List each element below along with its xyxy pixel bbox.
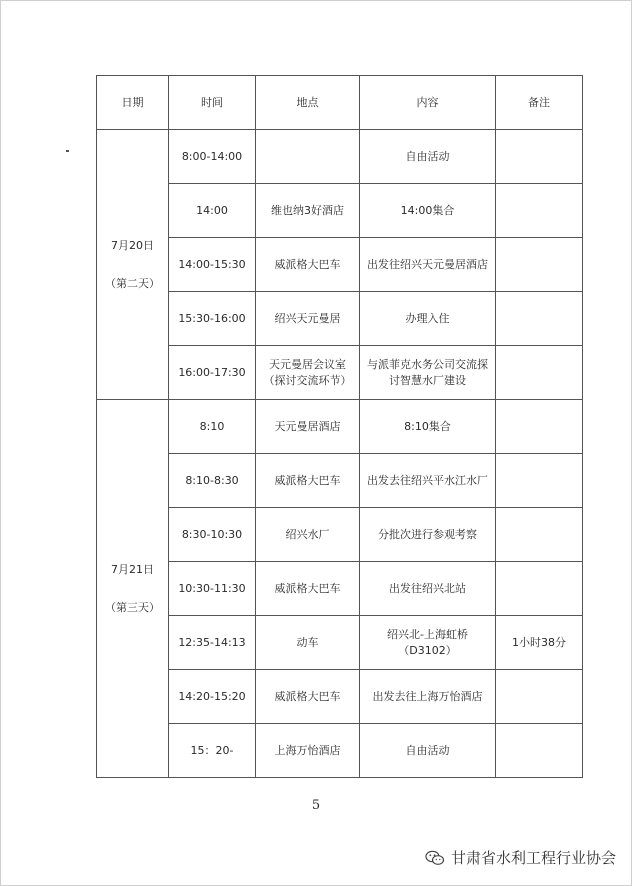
content-cell: 出发去往上海万怡酒店 [360, 670, 496, 724]
note-cell [496, 346, 583, 400]
note-cell [496, 130, 583, 184]
place-cell: 天元曼居会议室（探讨交流环节） [256, 346, 360, 400]
time-cell: 16:00-17:30 [169, 346, 256, 400]
table-row [97, 454, 583, 508]
place-cell: 绍兴水厂 [256, 508, 360, 562]
watermark-text: 甘肃省水利工程行业协会 [450, 849, 616, 867]
table-row [97, 292, 583, 346]
note-cell [496, 670, 583, 724]
table-row [97, 130, 583, 184]
time-cell: 15：20- [169, 724, 256, 778]
watermark [425, 847, 616, 868]
schedule-table [96, 75, 583, 778]
note-cell [496, 454, 583, 508]
place-cell [256, 130, 360, 184]
date-cell [97, 400, 169, 778]
date-label: 7月20日 [111, 238, 154, 252]
table-row [97, 184, 583, 238]
header-note: 备注 [496, 76, 583, 130]
content-cell: 自由活动 [360, 724, 496, 778]
table-row [97, 670, 583, 724]
time-cell: 14:00 [169, 184, 256, 238]
table-row [97, 724, 583, 778]
note-cell [496, 292, 583, 346]
note-cell [496, 238, 583, 292]
content-cell: 8:10集合 [360, 400, 496, 454]
header-date: 日期 [97, 76, 169, 130]
table-row [97, 616, 583, 670]
place-cell: 上海万怡酒店 [256, 724, 360, 778]
content-cell: 自由活动 [360, 130, 496, 184]
note-cell [496, 508, 583, 562]
wechat-icon [425, 850, 445, 866]
content-cell: 与派菲克水务公司交流探讨智慧水厂建设 [360, 346, 496, 400]
content-cell: 办理入住 [360, 292, 496, 346]
header-place: 地点 [256, 76, 360, 130]
header-time: 时间 [169, 76, 256, 130]
content-cell: 出发去往绍兴平水江水厂 [360, 454, 496, 508]
table-row [97, 562, 583, 616]
content-cell: 出发往绍兴北站 [360, 562, 496, 616]
note-cell [496, 724, 583, 778]
note-cell [496, 400, 583, 454]
note-cell [496, 184, 583, 238]
date-cell [97, 130, 169, 400]
day-label: （第三天） [105, 600, 160, 614]
content-cell: 14:00集合 [360, 184, 496, 238]
table-row [97, 346, 583, 400]
place-cell: 威派格大巴车 [256, 562, 360, 616]
table-row [97, 238, 583, 292]
table-header-row [97, 76, 583, 130]
header-content: 内容 [360, 76, 496, 130]
place-cell: 绍兴天元曼居 [256, 292, 360, 346]
note-cell: 1小时38分 [496, 616, 583, 670]
place-cell: 威派格大巴车 [256, 238, 360, 292]
time-cell: 10:30-11:30 [169, 562, 256, 616]
table-row [97, 508, 583, 562]
time-cell: 8:10 [169, 400, 256, 454]
page-number: 5 [311, 798, 321, 813]
date-label: 7月21日 [111, 562, 154, 576]
place-cell: 天元曼居酒店 [256, 400, 360, 454]
place-cell: 威派格大巴车 [256, 454, 360, 508]
place-cell: 威派格大巴车 [256, 670, 360, 724]
time-cell: 8:00-14:00 [169, 130, 256, 184]
note-cell [496, 562, 583, 616]
place-cell: 动车 [256, 616, 360, 670]
time-cell: 14:20-15:20 [169, 670, 256, 724]
content-cell: 出发往绍兴天元曼居酒店 [360, 238, 496, 292]
content-cell: 分批次进行参观考察 [360, 508, 496, 562]
day-label: （第二天） [105, 276, 160, 290]
table-row [97, 400, 583, 454]
content-cell: 绍兴北-上海虹桥（D3102） [360, 616, 496, 670]
time-cell: 8:10-8:30 [169, 454, 256, 508]
time-cell: 8:30-10:30 [169, 508, 256, 562]
scan-speck [66, 150, 69, 152]
time-cell: 12:35-14:13 [169, 616, 256, 670]
place-cell: 维也纳3好酒店 [256, 184, 360, 238]
time-cell: 15:30-16:00 [169, 292, 256, 346]
time-cell: 14:00-15:30 [169, 238, 256, 292]
